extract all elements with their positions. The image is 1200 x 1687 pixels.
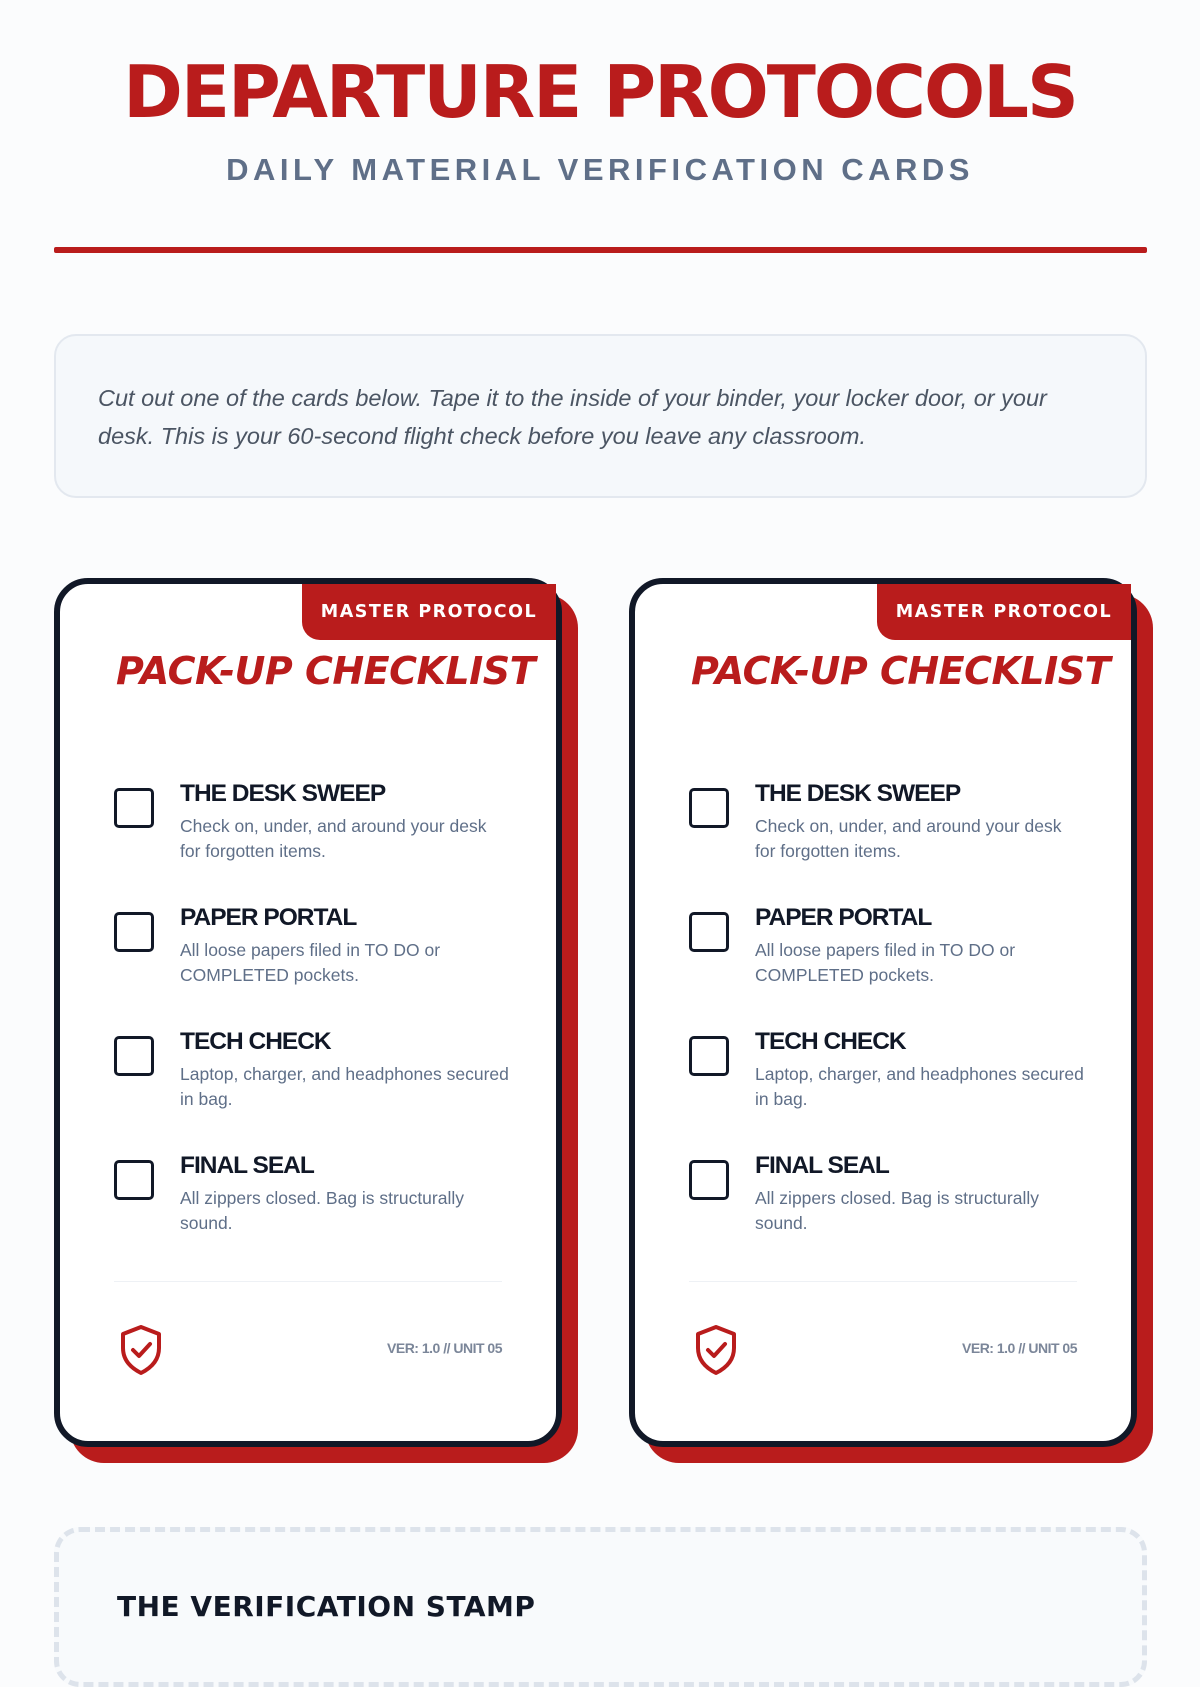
item-description: All zippers closed. Bag is structurally sound. [755,1188,1039,1233]
master-protocol-badge: MASTER PROTOCOL [877,584,1131,640]
item-title: TECH CHECK [180,1028,331,1055]
item-description: All zippers closed. Bag is structurally sound. [180,1188,464,1233]
instructions-box [54,334,1147,498]
checklist-item [689,1028,1089,1152]
checklist-item [114,904,514,1028]
checklist-item [689,904,1089,1028]
instructions-text: Cut out one of the cards below. Tape it to the inside of your binder, your locker door, or your desk. This is your 60-second flight check before you leave any classroom. [98,385,1047,449]
checklist-item [114,780,514,904]
stamp-title: THE VERIFICATION STAMP [117,1590,536,1623]
checklist-card-2 [629,578,1137,1463]
card-title: PACK-UP CHECKLIST [691,649,1111,693]
item-description: Laptop, charger, and headphones secured in bag. [755,1064,1084,1109]
title-divider [54,247,1147,253]
item-title: THE DESK SWEEP [180,780,386,807]
checklist-item [689,780,1089,904]
shield-check-icon [118,1324,164,1376]
item-checkbox[interactable] [114,1036,154,1076]
card-title: PACK-UP CHECKLIST [116,649,536,693]
item-description: All loose papers filed in TO DO or COMPLETED pockets. [755,940,1016,985]
item-title: FINAL SEAL [755,1152,889,1179]
item-checkbox[interactable] [114,1160,154,1200]
verification-stamp-section [54,1527,1147,1687]
checklist-item [689,1152,1089,1276]
item-description: Check on, under, and around your desk for forgotten items. [180,816,487,861]
checklist-item [114,1028,514,1152]
version-label: VER: 1.0 // UNIT 05 [387,1340,502,1356]
item-checkbox[interactable] [689,788,729,828]
item-description: Laptop, charger, and headphones secured in bag. [180,1064,509,1109]
card-body [54,578,562,1447]
checklist-item [114,1152,514,1276]
item-title: PAPER PORTAL [180,904,357,931]
master-protocol-badge: MASTER PROTOCOL [302,584,556,640]
version-label: VER: 1.0 // UNIT 05 [962,1340,1077,1356]
item-title: PAPER PORTAL [755,904,932,931]
shield-check-icon [693,1324,739,1376]
item-checkbox[interactable] [689,912,729,952]
checklist-items [689,780,1089,1276]
item-title: TECH CHECK [755,1028,906,1055]
card-body [629,578,1137,1447]
item-checkbox[interactable] [114,912,154,952]
item-description: Check on, under, and around your desk for forgotten items. [755,816,1062,861]
item-title: FINAL SEAL [180,1152,314,1179]
card-footer-divider [689,1281,1077,1282]
checklist-items [114,780,514,1276]
item-checkbox[interactable] [689,1036,729,1076]
item-description: All loose papers filed in TO DO or COMPLETED pockets. [180,940,441,985]
card-footer-divider [114,1281,502,1282]
item-checkbox[interactable] [689,1160,729,1200]
page-subtitle: DAILY MATERIAL VERIFICATION CARDS [226,152,974,187]
item-title: THE DESK SWEEP [755,780,961,807]
item-checkbox[interactable] [114,788,154,828]
checklist-card-1 [54,578,562,1463]
page-title: DEPARTURE PROTOCOLS [123,50,1077,134]
